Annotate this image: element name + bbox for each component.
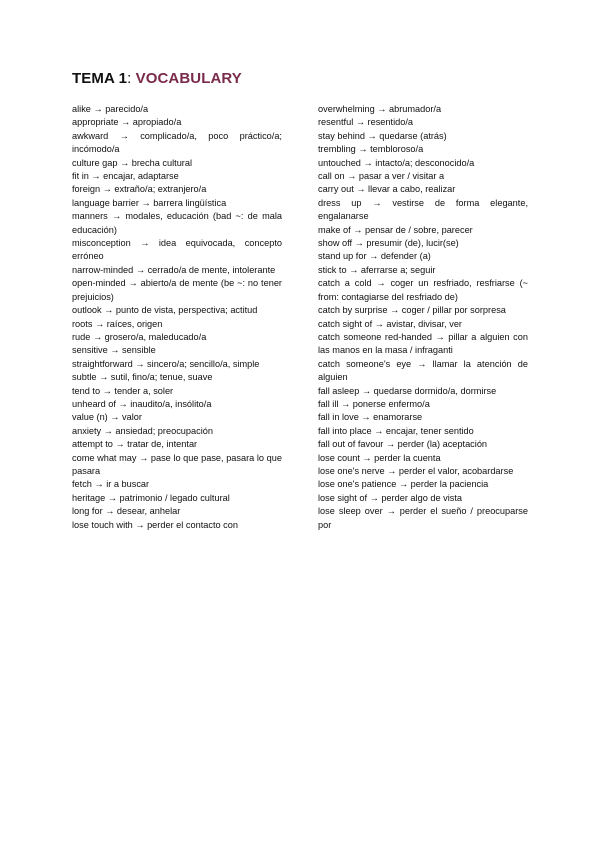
vocabulary-entry: catch by surprise → coger / pillar por sorpresa [318,305,506,316]
vocabulary-entry: lose count → perder la cuenta [318,452,441,463]
vocabulary-entry: appropriate → apropiado/a [72,117,182,128]
title-accent: VOCABULARY [135,70,242,87]
vocabulary-entry: fit in → encajar, adaptarse [72,171,179,182]
vocabulary-entry: alike → parecido/a [72,104,149,114]
vocabulary-entry: lose touch with → perder el contacto con [72,519,238,530]
vocabulary-entry: value (n) → valor [72,412,142,423]
vocabulary-entry: fetch → ir a buscar [72,479,150,490]
vocabulary-entry: misconception → idea equivocada, concepto erróneo [72,238,282,262]
vocabulary-entry: rude → grosero/a, maleducado/a [72,331,207,342]
vocabulary-entry: catch someone red-handed → pillar a alguien con las manos en la masa / infraganti [318,331,528,356]
vocabulary-column-right [318,103,528,532]
vocabulary-entry: subtle → sutil, fino/a; tenue, suave [72,372,213,383]
vocabulary-entry: make of → pensar de / sobre, parecer [318,224,473,235]
vocabulary-entry: long for → desear, anhelar [72,506,181,517]
vocabulary-entry: attempt to → tratar de, intentar [72,439,198,450]
vocabulary-entry: fall in love → enamorarse [318,412,423,423]
vocabulary-entry: lose sleep over → perder el sueño / preocuparse por [318,506,528,530]
vocabulary-entry: come what may → pase lo que pase, pasara lo que pasara [72,452,282,476]
vocabulary-entry: untouched → intacto/a; desconocido/a [318,157,475,168]
vocabulary-entry: stick to → aferrarse a; seguir [318,264,436,275]
vocabulary-entry: anxiety → ansiedad; preocupación [72,425,213,436]
vocabulary-entry: awkward → complicado/a, poco práctico/a; incómodo/a [72,130,282,155]
vocabulary-entry: overwhelming → abrumador/a [318,104,442,114]
vocabulary-entry: open-minded → abierto/a de mente (be ~: no tener prejuicios) [72,278,282,302]
vocabulary-entry: culture gap → brecha cultural [72,157,193,168]
vocabulary-entry: show off → presumir (de), lucir(se) [318,238,459,249]
vocabulary-entry: heritage → patrimonio / legado cultural [72,492,230,503]
vocabulary-entry: foreign → extraño/a; extranjero/a [72,184,207,195]
vocabulary-entry: fall into place → encajar, tener sentido [318,425,474,436]
vocabulary-entry: catch a cold → coger un resfriado, resfriarse (~ from: contagiarse del resfriado de) [318,278,528,302]
vocabulary-entry: fall ill → ponerse enfermo/a [318,398,430,409]
vocabulary-entry: manners → modales, educación (bad ~: de mala educación) [72,211,282,235]
vocabulary-entry: language barrier → barrera lingüística [72,197,227,208]
vocabulary-entry: catch someone's eye → llamar la atención de alguien [318,358,528,383]
vocabulary-entry: narrow-minded → cerrado/a de mente, intolerante [72,264,276,275]
vocabulary-entry: lose sight of → perder algo de vista [318,492,463,503]
title-separator: : [127,70,136,87]
vocabulary-entry: lose one's patience → perder la paciencia [318,479,489,490]
vocabulary-entry: sensitive → sensible [72,345,156,356]
vocabulary-entry: carry out → llevar a cabo, realizar [318,184,456,195]
vocabulary-entry: fall asleep → quedarse dormido/a, dormirse [318,385,497,396]
vocabulary-entry: fall out of favour → perder (la) aceptación [318,439,488,450]
vocabulary-entry: stand up for → defender (a) [318,251,431,262]
vocabulary-entry: resentful → resentido/a [318,117,413,128]
vocabulary-entry: dress up → vestirse de forma elegante, engalanarse [318,197,528,222]
vocabulary-entry: straightforward → sincero/a; sencillo/a, simple [72,358,260,369]
vocabulary-column-left [72,103,282,532]
page-title [72,70,242,87]
vocabulary-entry: catch sight of → avistar, divisar, ver [318,318,462,329]
vocabulary-entry: outlook → punto de vista, perspectiva; actitud [72,305,258,316]
vocabulary-entry: call on → pasar a ver / visitar a [318,171,445,182]
vocabulary-entry: tend to → tender a, soler [72,385,174,396]
vocabulary-entry: trembling → tembloroso/a [318,144,424,155]
vocabulary-entry: lose one's nerve → perder el valor, acobardarse [318,465,514,476]
vocabulary-entry: stay behind → quedarse (atrás) [318,130,447,141]
title-prefix: TEMA 1 [72,70,128,87]
vocabulary-entry: unheard of → inaudito/a, insólito/a [72,398,212,409]
vocabulary-entry: roots → raíces, origen [72,318,163,329]
